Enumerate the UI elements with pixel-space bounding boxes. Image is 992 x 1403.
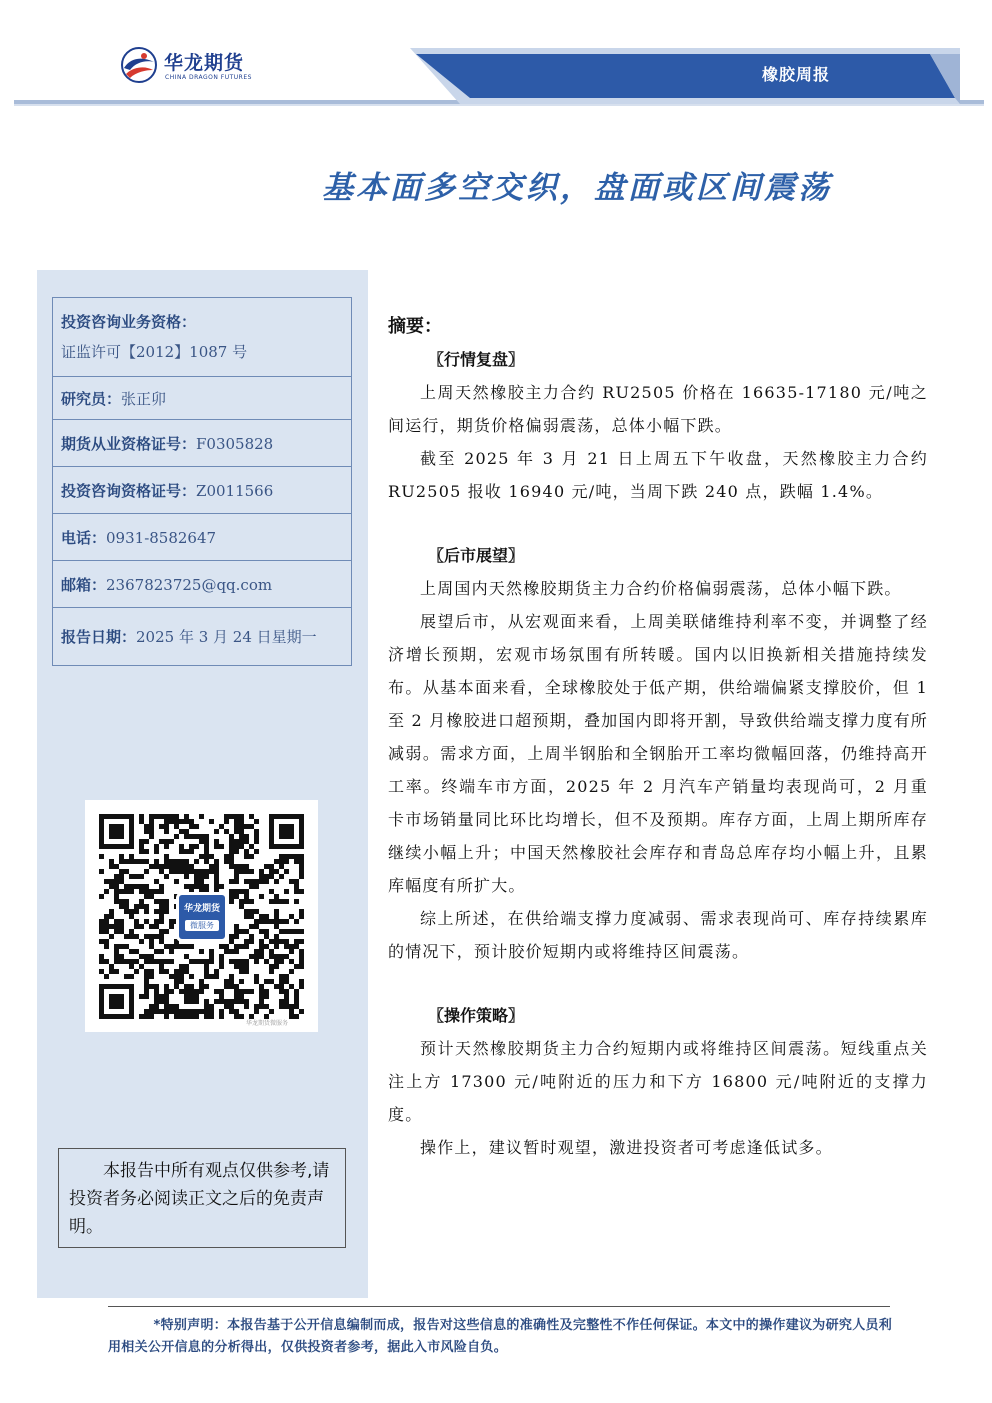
footer-divider [108,1306,890,1307]
futures-cert-label: 期货从业资格证号： [61,434,197,453]
report-summary [388,310,928,1164]
summary-heading: 摘要： [388,316,442,337]
market-review-paragraph: 截至 2025 年 3 月 21 日上周五下午收盘，天然橡胶主力合约 RU2505 报收 16940 元/吨，当周下跌 240 点，跌幅 1.4%。 [388,449,928,501]
header-banner [400,46,970,106]
strategy-paragraph: 操作上，建议暂时观望，激进投资者可考虑逢低试多。 [420,1138,833,1157]
report-date-value: 2025 年 3 月 24 日星期一 [136,628,317,646]
report-title: 基本面多空交织，盘面或区间震荡 [322,170,832,206]
market-review-paragraph: 上周天然橡胶主力合约 RU2505 价格在 16635-17180 元/吨之间运行，期货价格偏弱震荡，总体小幅下跌。 [388,383,928,435]
section-outlook-title: 〖后市展望〗 [428,546,525,565]
qr-caption: 华龙期货微服务 [245,1020,288,1027]
advisory-cert-value: Z0011566 [196,481,274,500]
qualification-row [53,298,351,377]
researcher-value: 张正卯 [121,389,167,408]
researcher-row [53,377,351,420]
analyst-info-table [52,297,352,666]
strategy-paragraph: 预计天然橡胶期货主力合约短期内或将维持区间震荡。短线重点关注上方 17300 元/吨附近的压力和下方 16800 元/吨附近的支撑力度。 [388,1039,928,1124]
qr-badge-service: 微服务 [185,920,219,931]
email-value[interactable]: 2367823725@qq.com [106,575,273,594]
logo-english-name: CHINA DRAGON FUTURES [165,74,252,81]
qualification-label: 投资咨询业务资格： [61,313,197,331]
phone-row [53,514,351,561]
report-date-row [53,608,351,665]
phone-value: 0931-8582647 [106,528,217,547]
dragon-logo-icon [120,46,158,84]
email-label: 邮箱： [61,575,107,594]
document-type: 橡胶周报 [762,65,831,84]
company-logo [120,44,270,90]
email-row [53,561,351,608]
qr-code-card [85,800,318,1032]
qr-badge-brand: 华龙期货 [183,904,220,914]
advisory-cert-row [53,467,351,514]
futures-cert-row [53,420,351,467]
disclaimer-notice-box: 本报告中所有观点仅供参考,请投资者务必阅读正文之后的免责声明。 [58,1148,346,1248]
report-date-label: 报告日期： [61,628,137,646]
qualification-value: 证监许可【2012】1087 号 [61,343,248,361]
qr-center-badge [176,892,228,942]
outlook-paragraph: 上周国内天然橡胶期货主力合约价格偏弱震荡，总体小幅下跌。 [420,579,902,598]
outlook-paragraph: 综上所述，在供给端支撑力度减弱、需求表现尚可、库存持续累库的情况下，预计胶价短期内或将维持区间震荡。 [388,909,928,961]
section-strategy-title: 〖操作策略〗 [428,1006,525,1025]
section-market-review-title: 〖行情复盘〗 [428,350,525,369]
phone-label: 电话： [61,528,107,547]
advisory-cert-label: 投资咨询资格证号： [61,481,197,500]
researcher-label: 研究员： [61,389,122,408]
outlook-paragraph: 展望后市，从宏观面来看，上周美联储维持利率不变，并调整了经济增长预期，宏观市场氛围有所转暖。国内以旧换新相关措施持续发布。从基本面来看，全球橡胶处于低产期，供给端偏紧支撑胶价，但 1 至 2 月橡胶进口超预期，叠加国内即将开割，导致供给端支撑力度有所减弱。需求方面，上周半钢胎和全钢胎开工率均微幅回落，仍维持高开工率。终端车市方面，2025 年 2 月汽车产销量均表现尚可，2 月重卡市场销量同比环比均增长，但不及预期。库存方面，上周上期所库存继续小幅上升；中国天然橡胶社会库存和青岛总库存均小幅上升，且累库幅度有所扩大。 [388,612,928,895]
futures-cert-value: F0305828 [196,434,274,453]
logo-chinese-name: 华龙期货 [164,52,245,74]
special-disclaimer: *特别声明：本报告基于公开信息编制而成，报告对这些信息的准确性及完整性不作任何保证。本文中的操作建议为研究人员利用相关公开信息的分析得出，仅供投资者参考，据此入市风险自负。 [108,1318,893,1355]
